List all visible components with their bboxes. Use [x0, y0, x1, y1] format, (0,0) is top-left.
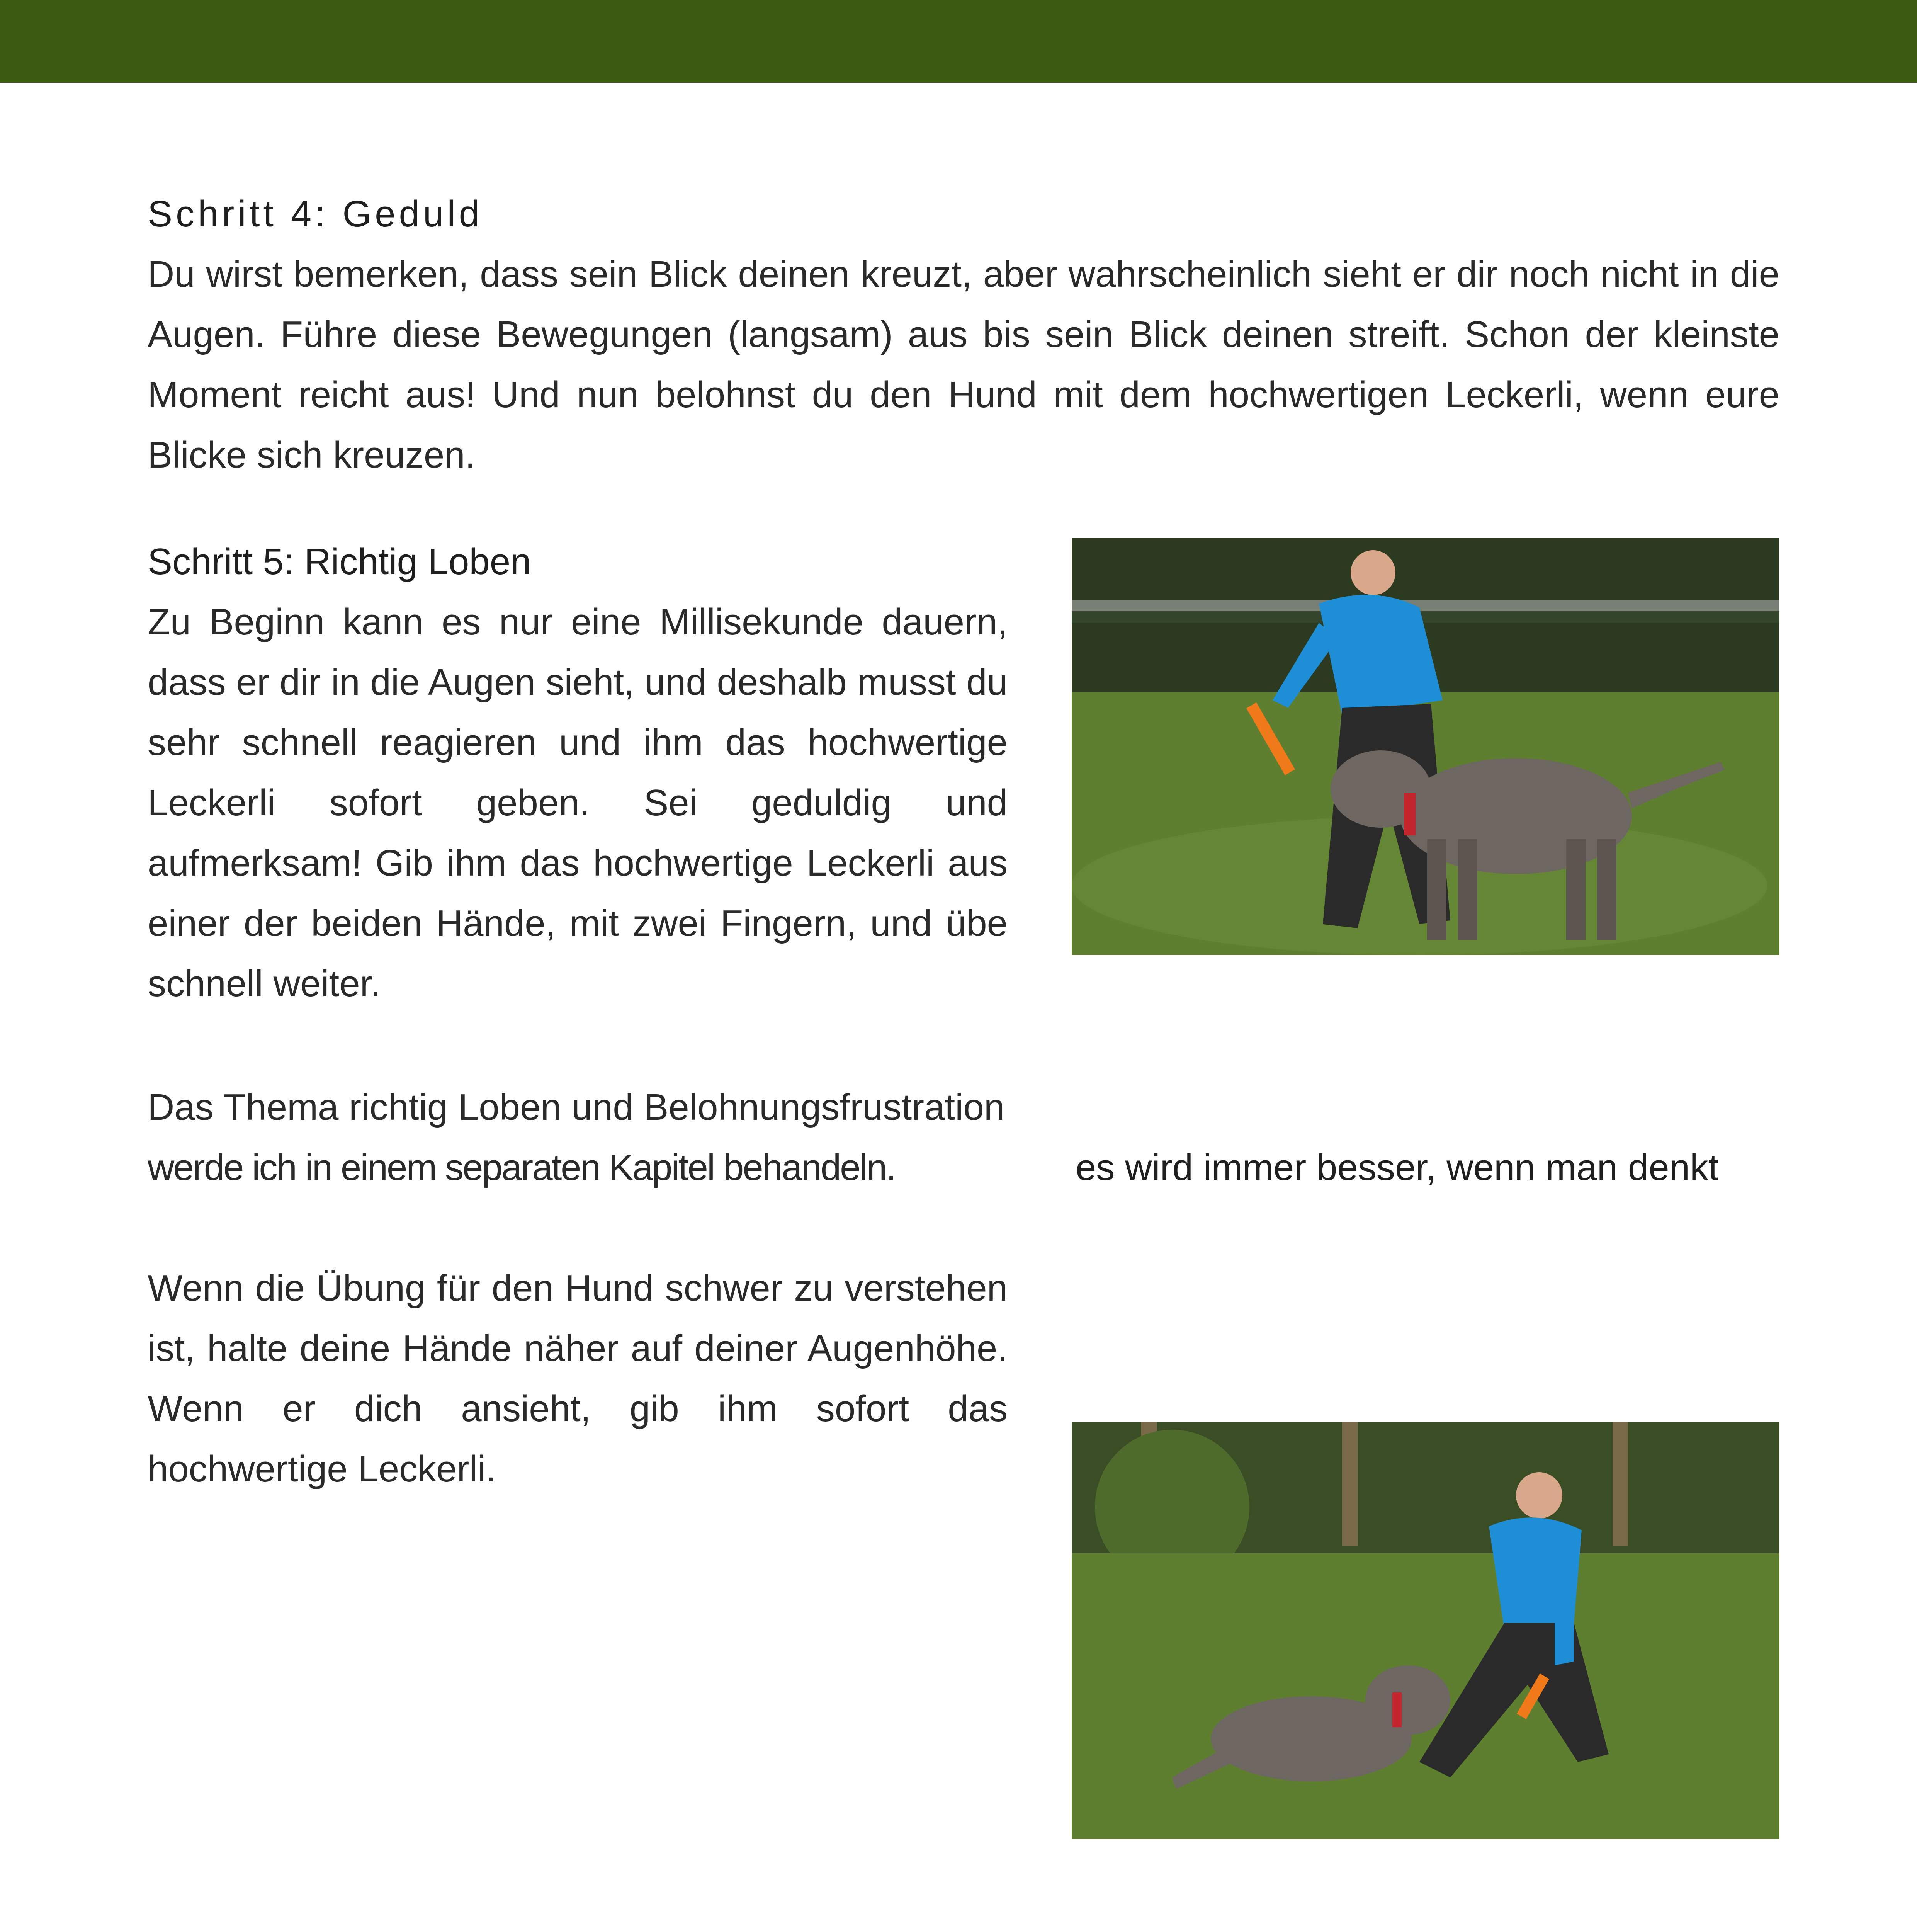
- photo-dog-lunge: [1072, 1422, 1779, 1839]
- step4-heading: Schritt 4: Geduld: [148, 193, 483, 235]
- photo-trainer-tug: [1072, 538, 1779, 955]
- step5-hint: Wenn die Übung für den Hund schwer zu verstehen ist, halte deine Hände näher auf deiner Augenhöhe. Wenn er dich ansieht, gib ihm sofort das hochwertige Leckerli.: [148, 1267, 1008, 1490]
- step4-paragraph: Du wirst bemerken, dass sein Blick deinen kreuzt, aber wahrscheinlich sieht er dir noch nicht in die Augen. Führe diese Bewegungen (langsam) aus bis sein Blick deinen streift. Schon der kleinste Moment reicht aus! Und nun belohnst du den Hund mit dem hochwertigen Leckerli, wenn eure Blicke sich kreuzen.: [148, 253, 1779, 476]
- step5-heading: Schritt 5: Richtig Loben: [148, 541, 531, 582]
- header-band: [0, 0, 1917, 83]
- step5-paragraph: Zu Beginn kann es nur eine Millisekunde dauern, dass er dir in die Augen sieht, und deshalb musst du sehr schnell reagieren und ihm das hochwertige Leckerli sofort geben. Sei geduldig und aufmerksam! Gib ihm das hochwertige Leckerli aus einer der beiden Hände, mit zwei Fingern, und übe schnell weiter.: [148, 601, 1008, 1004]
- photo-caption: es wird immer besser, wenn man denkt: [1076, 1147, 1719, 1188]
- step5-note-line2: werde ich in einem separaten Kapitel behandeln.: [148, 1147, 896, 1188]
- step5-note-line1: Das Thema richtig Loben und Belohnungsfrustration: [148, 1087, 1005, 1128]
- step5-note: [148, 1077, 1008, 1198]
